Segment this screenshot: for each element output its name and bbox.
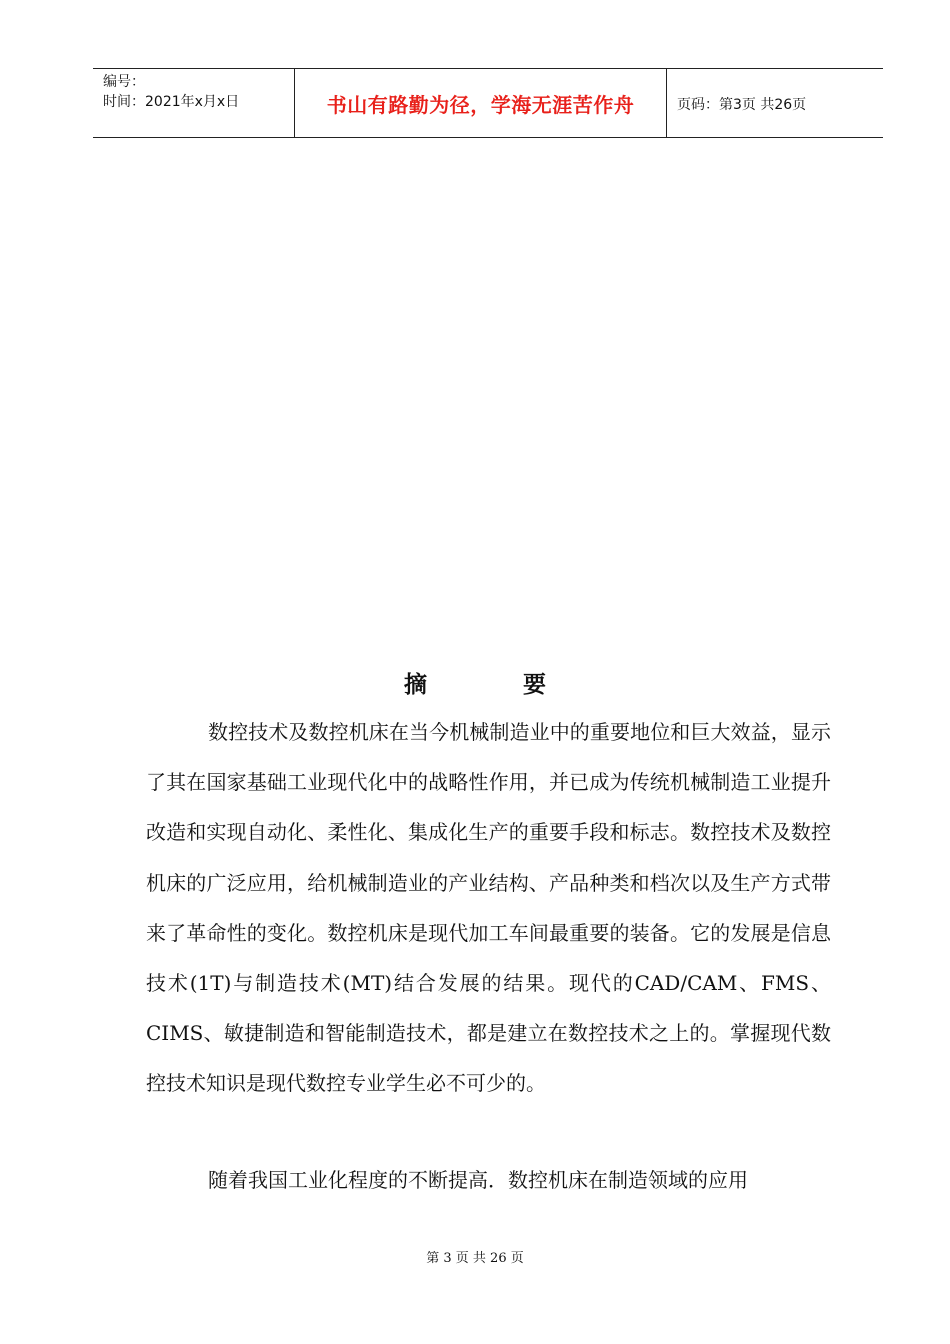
document-time-label: 时间：2021年x月x日 bbox=[103, 94, 240, 110]
header-page-cell bbox=[667, 69, 883, 137]
header-motto: 书山有路勤为径，学海无涯苦作舟 bbox=[326, 93, 635, 117]
header-page-number: 页码：第3页 共26页 bbox=[677, 97, 807, 113]
section-title-right: 要 bbox=[523, 672, 546, 698]
document-number-label: 编号： bbox=[103, 74, 145, 90]
section-title bbox=[0, 666, 950, 699]
abstract-paragraph-1: 数控技术及数控机床在当今机械制造业中的重要地位和巨大效益，显示了其在国家基础工业现代化中的战略性作用，并已成为传统机械制造工业提升改造和实现自动化、柔性化、集成化生产的重要手段和标志。数控技术及数控机床的广泛应用，给机械制造业的产业结构、产品种类和档次以及生产方式带来了革命性的变化。数控机床是现代加工车间最重要的装备。它的发展是信息技术(1T)与制造技术(MT)结合发展的结果。现代的CAD/CAM、FMS、CIMS、敏捷制造和智能制造技术，都是建立在数控技术之上的。掌握现代数控技术知识是现代数控专业学生必不可少的。 bbox=[146, 720, 831, 1096]
header-info-cell bbox=[93, 69, 295, 137]
abstract-paragraph-2: 随着我国工业化程度的不断提高．数控机床在制造领域的应用 bbox=[208, 1168, 748, 1192]
section-title-left: 摘 bbox=[404, 672, 427, 698]
page-header bbox=[93, 68, 883, 138]
header-motto-cell bbox=[295, 69, 667, 137]
page-footer: 第 3 页 共 26 页 bbox=[426, 1251, 524, 1266]
